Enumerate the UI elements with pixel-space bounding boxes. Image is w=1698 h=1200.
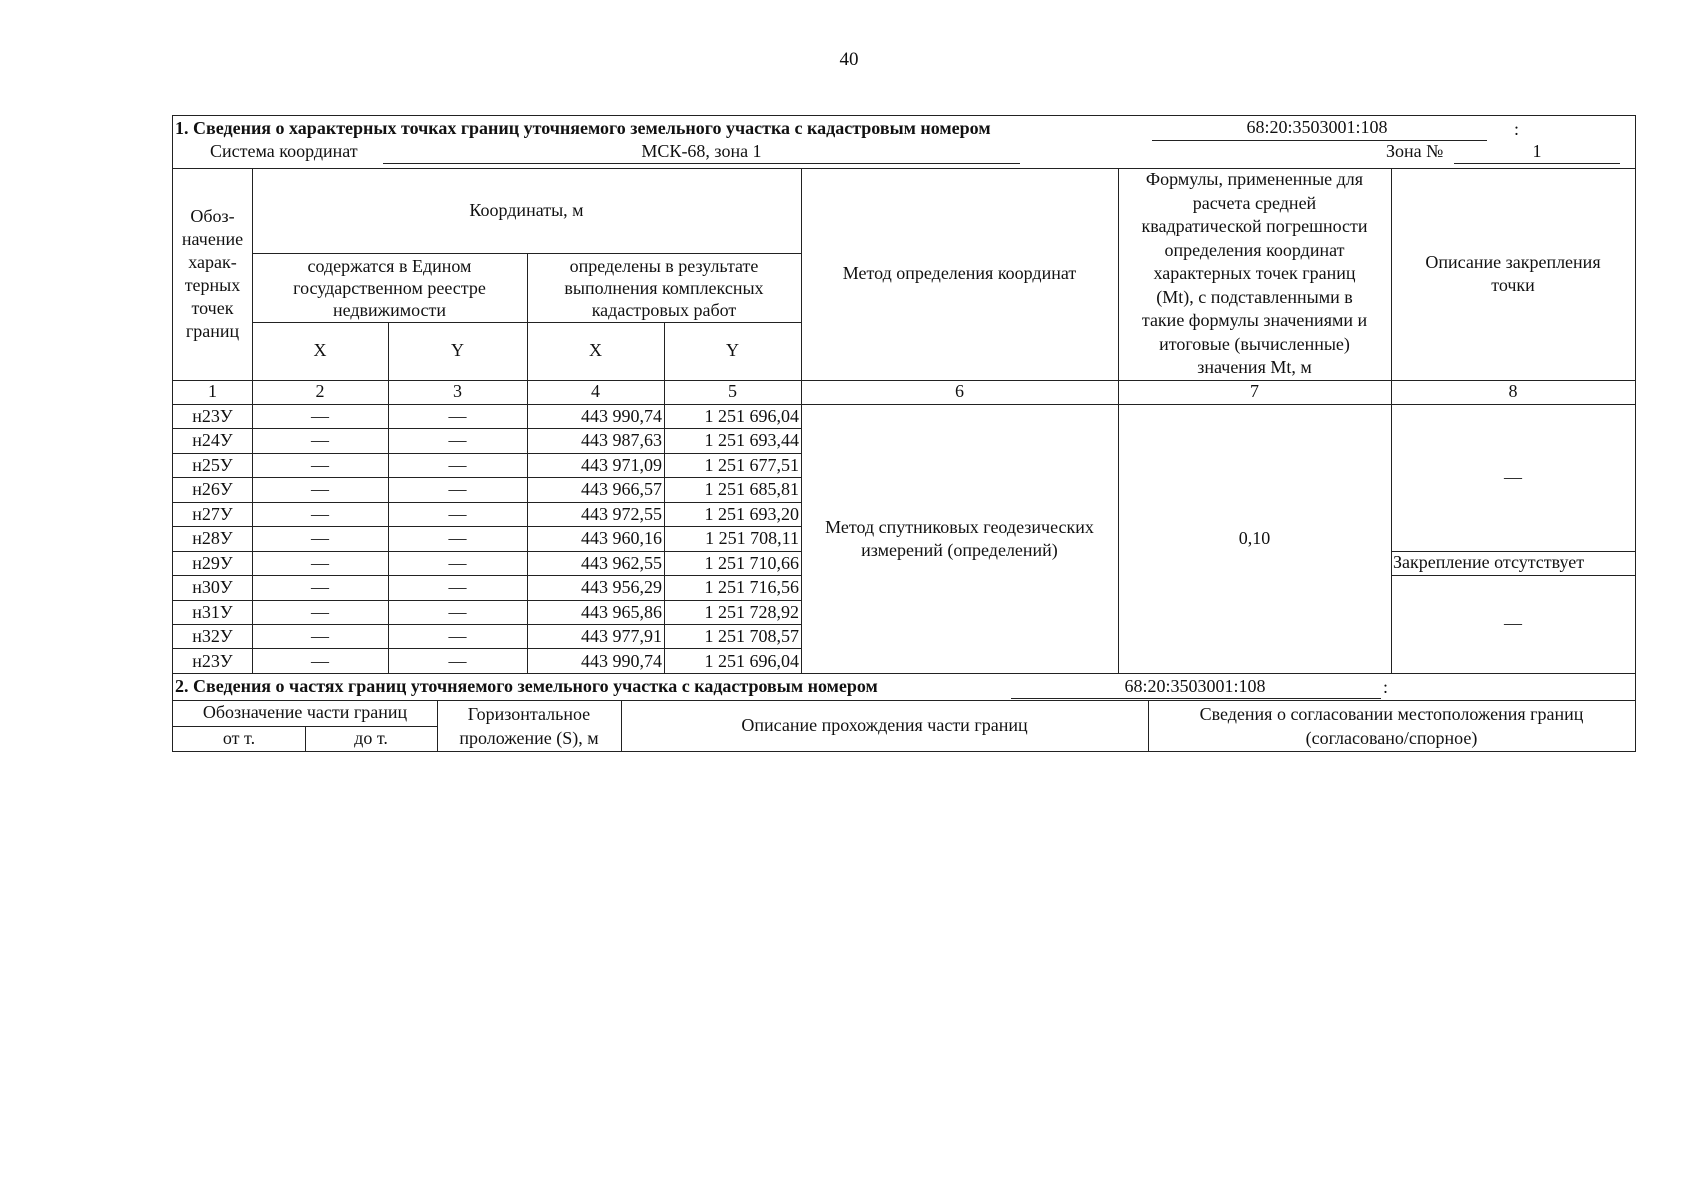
y-egrn-value: — [448, 430, 467, 451]
x-egrn-value: — [311, 552, 329, 573]
y-egrn-value: — [448, 552, 467, 573]
x-value: 443 971,09 [581, 454, 662, 475]
y-value: 1 251 696,04 [704, 406, 799, 426]
x-egrn-value: — [311, 430, 329, 451]
header-part-designation: Обозначение части границ [202, 702, 408, 723]
y-egrn-value: — [448, 479, 467, 500]
x-value: 443 987,63 [581, 430, 662, 451]
section2-cadastral-number: 68:20:3503001:108 [1124, 676, 1266, 696]
header-x-egrn: X [313, 340, 327, 361]
point-name: н27У [192, 503, 233, 524]
header-y-egrn: Y [451, 340, 464, 361]
header-y: Y [726, 340, 739, 361]
point-name: н30У [192, 577, 233, 598]
y-value: 1 251 716,56 [704, 577, 799, 598]
coord-system-value: МСК-68, зона 1 [641, 141, 762, 161]
header-fixing: Описание закрепления точки [1425, 251, 1601, 295]
point-name: н29У [192, 552, 233, 573]
point-name: н26У [192, 479, 233, 500]
header-x: X [589, 340, 602, 361]
point-name: н28У [192, 528, 233, 549]
x-egrn-value: — [311, 503, 329, 524]
x-value: 443 990,74 [581, 406, 662, 426]
fixing-top-value: — [1504, 466, 1522, 487]
y-egrn-value: — [448, 601, 467, 622]
y-value: 1 251 677,51 [704, 454, 799, 475]
point-name: н32У [192, 626, 233, 647]
x-value: 443 990,74 [581, 650, 662, 671]
cadastral-table [172, 115, 1636, 752]
coord-system-underline [383, 163, 1020, 164]
col-number-8: 8 [1508, 381, 1518, 402]
x-value: 443 977,91 [581, 626, 662, 647]
point-name: н23У [192, 650, 233, 671]
section2-cadastral-underline [1011, 698, 1381, 699]
point-name: н23У [192, 406, 233, 426]
x-egrn-value: — [311, 601, 329, 622]
points-table-body [173, 404, 801, 673]
table-row [173, 404, 801, 428]
x-egrn-value: — [311, 479, 329, 500]
col-number-2: 2 [315, 381, 325, 402]
table-row [173, 428, 801, 452]
y-value: 1 251 685,81 [704, 479, 799, 500]
header-egrn: содержатся в Едином государственном реестре недвижимости [293, 255, 486, 320]
header-point-designation: Обоз- начение харак- терных точек границ [181, 206, 244, 341]
table-row [173, 526, 801, 550]
x-value: 443 956,29 [581, 577, 662, 598]
header-to-point: до т. [354, 727, 388, 748]
method-value: Метод спутниковых геодезических измерений (определений) [825, 516, 1094, 560]
col-number-4: 4 [591, 381, 600, 402]
section1-title: 1. Сведения о характерных точках границ уточняемого земельного участка с кадастровым номером [175, 118, 991, 138]
section1-bottom-line [173, 673, 1635, 674]
col-number-1: 1 [208, 381, 217, 402]
y-value: 1 251 710,66 [704, 552, 799, 573]
x-value: 443 972,55 [581, 503, 662, 524]
table-row [173, 600, 801, 624]
table-row [173, 649, 801, 673]
y-value: 1 251 708,11 [705, 528, 799, 549]
y-value: 1 251 696,04 [704, 650, 799, 671]
table-row [173, 624, 801, 648]
header-horizontal-length: Горизонтальное проложение (S), м [459, 703, 599, 748]
x-egrn-value: — [311, 577, 329, 598]
x-value: 443 960,16 [581, 528, 662, 549]
fixing-middle-value: Закрепление отсутствует [1393, 552, 1585, 573]
section1-cadastral-number: 68:20:3503001:108 [1246, 117, 1388, 137]
col-number-5: 5 [728, 381, 737, 402]
section2-colon: : [1383, 677, 1389, 697]
mt-value: 0,10 [1238, 527, 1271, 548]
point-name: н25У [192, 454, 233, 475]
zone-label: Зона № [1386, 141, 1444, 161]
x-egrn-value: — [311, 528, 329, 549]
header-formulas: Формулы, примененные для расчета средней квадратической погрешности определения координат характерных точек границ (Mt), с подставленными в такие формулы значениями и итоговые (вычисленные) значения Mt, м [1141, 169, 1368, 378]
x-egrn-value: — [311, 650, 329, 671]
x-value: 443 965,86 [581, 601, 662, 622]
y-value: 1 251 708,57 [704, 626, 799, 647]
table-row [173, 477, 801, 501]
y-egrn-value: — [448, 577, 467, 598]
table-row [173, 502, 801, 526]
header-complex-works: определены в результате выполнения комплексных кадастровых работ [564, 255, 764, 320]
section1-colon: : [1514, 119, 1520, 139]
header-boundary-description: Описание прохождения части границ [741, 714, 1028, 735]
header-method: Метод определения координат [842, 263, 1077, 284]
x-egrn-value: — [311, 406, 329, 426]
zone-value: 1 [1532, 141, 1542, 161]
page-number: 40 [839, 49, 859, 70]
y-value: 1 251 693,20 [704, 503, 799, 524]
x-value: 443 966,57 [581, 479, 662, 500]
y-egrn-value: — [448, 626, 467, 647]
x-egrn-value: — [311, 626, 329, 647]
coord-system-label: Система координат [210, 141, 358, 161]
col-number-7: 7 [1250, 381, 1259, 402]
fixing-bottom-value: — [1504, 613, 1522, 634]
col-number-6: 6 [955, 381, 964, 402]
col-number-3: 3 [453, 381, 462, 402]
table-row [173, 453, 801, 477]
header-from-point: от т. [222, 727, 256, 748]
y-value: 1 251 693,44 [704, 430, 799, 451]
y-egrn-value: — [448, 454, 467, 475]
y-egrn-value: — [448, 650, 467, 671]
table-row [173, 575, 801, 599]
section2-title: 2. Сведения о частях границ уточняемого земельного участка с кадастровым номером [175, 676, 878, 696]
point-name: н31У [192, 601, 233, 622]
header-agreement: Сведения о согласовании местоположения границ (согласовано/спорное) [1199, 703, 1584, 748]
y-value: 1 251 728,92 [704, 601, 799, 622]
point-name: н24У [192, 430, 233, 451]
zone-underline [1454, 163, 1620, 164]
x-egrn-value: — [311, 454, 329, 475]
y-egrn-value: — [448, 528, 467, 549]
header-coordinates: Координаты, м [469, 199, 584, 220]
y-egrn-value: — [448, 406, 467, 426]
table-row [173, 551, 801, 575]
x-value: 443 962,55 [581, 552, 662, 573]
y-egrn-value: — [448, 503, 467, 524]
